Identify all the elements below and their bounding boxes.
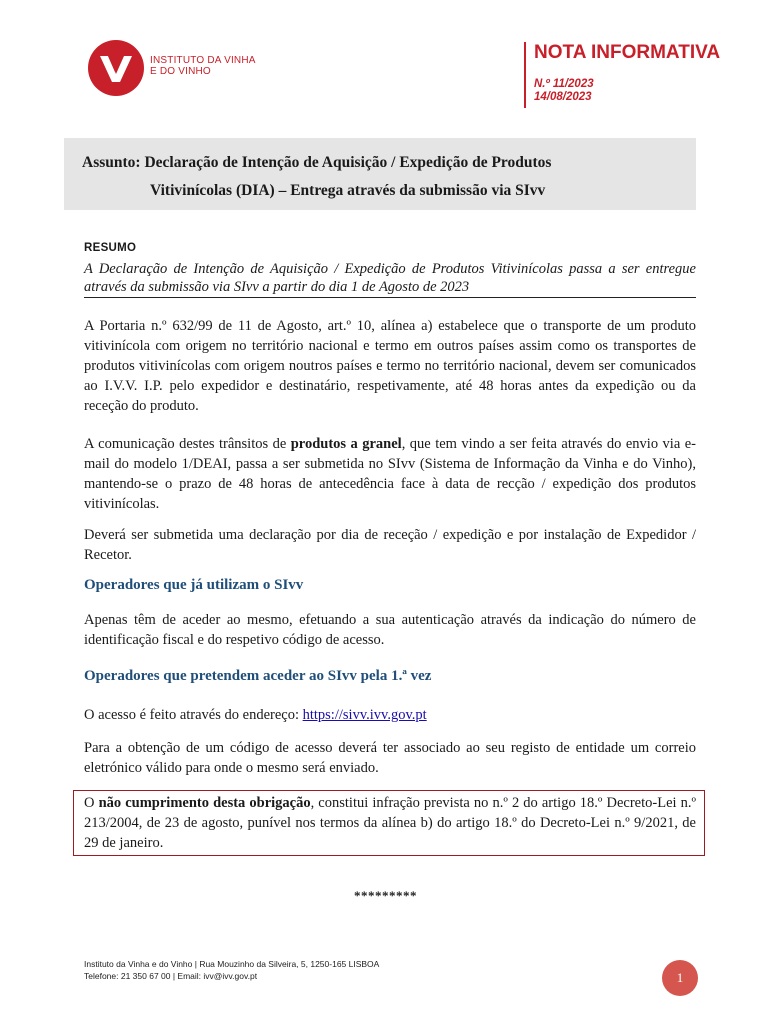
resumo-text: A Declaração de Intenção de Aquisição / Expedição de Produtos Vitivinícolas passa a ser entregue através da submissão via SIvv a partir do dia 1 de Agosto de 2023	[84, 261, 696, 295]
paragraph-comunicacao	[84, 434, 696, 514]
resumo-divider	[84, 297, 696, 298]
warning-text	[84, 793, 696, 853]
nota-date: 14/08/2023	[534, 91, 592, 103]
p2-text-end: , que tem vindo a ser feita através do envio via e-mail do modelo 1/DEAI, passa a ser submetida no SIvv (Sistema de Informação da Vinha e do Vinho), mantendo-se o prazo de 48 horas de antecedência face à data de recção / expedição dos produtos vitivinícolas.	[84, 436, 696, 512]
footer-address: Instituto da Vinha e do Vinho | Rua Mouzinho da Silveira, 5, 1250-165 LISBOA	[84, 959, 380, 969]
sivv-link[interactable]: https://sivv.ivv.gov.pt	[302, 707, 427, 723]
paragraph-codigo-acesso: Para a obtenção de um código de acesso deverá ter associado ao seu registo de entidade um correio eletrónico válido para onde o mesmo será enviado.	[84, 740, 696, 776]
paragraph-autenticacao: Apenas têm de aceder ao mesmo, efetuando a sua autenticação através da indicação do número de identificação fiscal e do respetivo código de acesso.	[84, 612, 696, 648]
warn-bold: não cumprimento desta obrigação	[98, 795, 311, 811]
paragraph-endereco	[84, 705, 696, 725]
end-separator: *********	[354, 888, 417, 903]
logo-text-line2: E DO VINHO	[150, 66, 211, 77]
p2-bold: produtos a granel	[290, 436, 402, 452]
nota-informativa-block	[524, 42, 726, 108]
logo-text	[150, 55, 256, 77]
ivv-logo-icon	[88, 40, 144, 96]
warning-box	[73, 790, 705, 856]
heading-operadores-existentes: Operadores que já utilizam o SIvv	[84, 577, 304, 593]
paragraph-declaracao: Deverá ser submetida uma declaração por dia de receção / expedição e por instalação de Expedidor / Recetor.	[84, 527, 696, 563]
nota-title: NOTA INFORMATIVA	[534, 42, 721, 63]
subject-line1: Assunto: Declaração de Intenção de Aquisição / Expedição de Produtos	[82, 154, 552, 171]
p2-text-start: A comunicação destes trânsitos de	[84, 436, 291, 452]
warn-text-start: O	[84, 795, 99, 811]
nota-meta	[534, 78, 594, 104]
nota-number: N.º 11/2023	[534, 78, 594, 90]
ivv-logo	[88, 40, 268, 100]
subject-line2: Vitivinícolas (DIA) – Entrega através da submissão via SIvv	[150, 182, 546, 199]
heading-operadores-novos: Operadores que pretendem aceder ao SIvv pela 1.ª vez	[84, 668, 432, 684]
p5-text: O acesso é feito através do endereço:	[84, 707, 303, 723]
paragraph-portaria: A Portaria n.º 632/99 de 11 de Agosto, art.º 10, alínea a) estabelece que o transporte de um produto vitivinícola com origem no território nacional e termo em outros países assim como os transportes de produtos vitivinícolas com origem noutros países e termo no território nacional, devem ser comunicados ao I.V.V. I.P. pelo expedidor e destinatário, respetivamente, até 48 horas antes da expedição ou da receção do produto.	[84, 318, 696, 414]
footer	[84, 958, 379, 982]
page-number: 1	[662, 960, 698, 996]
footer-contacts: Telefone: 21 350 67 00 | Email: ivv@ivv.gov.pt	[84, 971, 258, 981]
resumo-label: RESUMO	[84, 242, 137, 254]
warn-text-end: , constitui infração prevista no n.º 2 do artigo 18.º Decreto-Lei n.º 213/2004, de 23 de agosto, punível nos termos da alínea b) do artigo 18.º do Decreto-Lei n.º 9/2021, de 29 de janeiro.	[84, 795, 696, 851]
logo-text-line1: INSTITUTO DA VINHA	[150, 55, 256, 66]
subject-box	[64, 138, 696, 210]
